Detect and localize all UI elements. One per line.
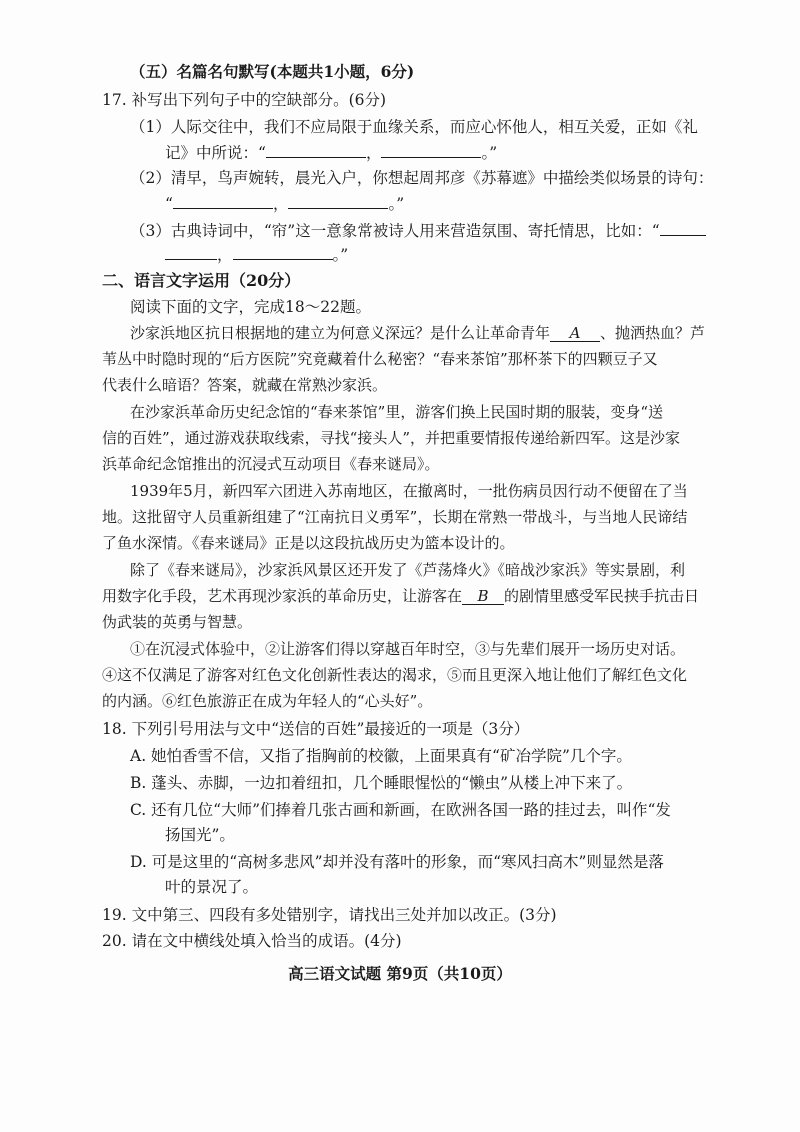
section5-heading: （五）名篇名句默写(本题共1小题，6分) — [130, 62, 415, 81]
passage-p3-line2: 地。这批留守人员重新组建了“江南抗日义勇军”，长期在常熟一带战斗，与当地人民谛结 — [102, 508, 688, 526]
passage-p5-line1: ①在沉浸式体验中，②让游客们得以穿越百年时空，③与先辈们展开一场历史对话。 — [130, 640, 686, 658]
q17-item2-prefix: “ — [165, 195, 173, 213]
passage-p4-text-pre: 用数字化手段，艺术再现沙家浜的革命历史，让游客在 — [102, 587, 463, 605]
blank-a-label: A — [569, 324, 581, 342]
passage-p2-line3: 浜革命纪念馆推出的沉浸式互动项目《春来谜局》。 — [102, 455, 440, 473]
passage-p1-line2: 苇丛中时隐时现的“后方医院”究竟藏着什么秘密？“春来茶馆”那杯茶下的四颗豆子又 — [102, 350, 658, 368]
q17-item3-blank1a[interactable] — [660, 219, 706, 236]
passage-p2-line2: 信的百姓”，通过游戏获取线索，寻找“接头人”，并把重要情报传递给新四军。这是沙家 — [102, 429, 681, 447]
passage-p4-text-post: 的剧情里感受军民挟手抗击日 — [504, 587, 700, 605]
passage-p3-line1: 1939年5月，新四军六团进入苏南地区，在撤离时，一批伤病员因行动不便留在了当 — [130, 482, 688, 500]
q20-stem: 20. 请在文中横线处填入恰当的成语。(4分) — [102, 932, 402, 950]
passage-p2-line1: 在沙家浜革命历史纪念馆的“春来茶馆”里，游客们换上民国时期的服装，变身“送 — [130, 403, 664, 421]
q17-item1-line1: （1）人际交往中，我们不应局限于血缘关系，而应心怀他人，相互关爱，正如《礼 — [130, 118, 698, 136]
q17-item3-line2 — [165, 243, 348, 265]
q18-option-b[interactable]: B. 蓬头、赤脚，一边扣着纽扣，几个睡眼惺忪的“懒虫”从楼上冲下来了。 — [130, 774, 633, 792]
q17-item2-end: 。” — [388, 195, 405, 213]
q17-item2-line2 — [165, 192, 404, 214]
q17-item3-text: （3）古典诗词中，“帘”这一意象常被诗人用来营造氛围、寄托情思，比如：“ — [130, 222, 660, 240]
passage-p5-line3: 的内涵。⑥红色旅游正在成为年轻人的“心头好”。 — [102, 692, 433, 710]
passage-p1-line3: 代表什么暗语？答案，就藏在常熟沙家浜。 — [102, 376, 388, 394]
q17-stem: 17. 补写出下列句子中的空缺部分。(6分) — [102, 91, 387, 109]
q17-item3-end: 。” — [332, 246, 349, 264]
passage-p1-text-post: 、抛洒热血？芦 — [600, 324, 706, 342]
q17-item1-blank2[interactable] — [381, 141, 481, 158]
q18-option-c-line2: 扬国光”。 — [165, 826, 235, 844]
passage-p1-line1 — [130, 323, 705, 343]
q18-stem: 18. 下列引号用法与文中“送信的百姓”最接近的一项是（3分） — [102, 720, 530, 738]
q17-item3-blank2[interactable] — [233, 243, 333, 260]
q18-option-c-line1[interactable]: C. 还有几位“大师”们捧着几张古画和新画，在欧洲各国一路的挂过去，叫作“发 — [130, 801, 671, 819]
q17-item2-line1: （2）清早，鸟声婉转，晨光入户，你想起周邦彦《苏幕遮》中描绘类似场景的诗句： — [130, 169, 714, 187]
q17-item3-line1 — [130, 219, 706, 241]
q17-item1-blank1[interactable] — [266, 141, 366, 158]
q19-stem: 19. 文中第三、四段有多处错别字，请找出三处并加以改正。(3分) — [102, 906, 557, 924]
blank-b-label: B — [477, 587, 489, 605]
passage-p4-line2 — [102, 586, 699, 606]
q17-item1-comma: ， — [365, 144, 382, 162]
q17-item3-blank1b[interactable] — [165, 243, 217, 260]
passage-p4-line3: 伪武装的英勇与智慧。 — [102, 613, 253, 631]
passage-p4-line1: 除了《春来谜局》，沙家浜风景区还开发了《芦荡烽火》《暗战沙家浜》等实景剧，利 — [130, 561, 686, 579]
blank-a[interactable] — [550, 323, 600, 342]
q17-item2-blank2[interactable] — [288, 192, 388, 209]
section2-intro: 阅读下面的文字，完成18～22题。 — [130, 298, 371, 316]
q17-item1-prefix: 记》中所说：“ — [165, 144, 266, 162]
q18-option-d-line1[interactable]: D. 可是这里的“高树多悲风”却并没有落叶的形象，而“寒风扫高木”则显然是落 — [130, 853, 664, 871]
q17-item3-comma: ， — [217, 246, 233, 264]
passage-p1-text-pre: 沙家浜地区抗日根据地的建立为何意义深远？是什么让革命青年 — [130, 324, 551, 342]
q17-item1-end: 。” — [481, 144, 498, 162]
q17-item2-blank1[interactable] — [173, 192, 273, 209]
q17-item2-comma: ， — [272, 195, 289, 213]
q18-option-d-line2: 叶的景况了。 — [165, 878, 259, 896]
blank-b[interactable] — [462, 586, 504, 605]
passage-p5-line2: ④这不仅满足了游客对红色文化创新性表达的渴求，⑤而且更深入地让他们了解红色文化 — [102, 666, 688, 684]
q17-item1-line2 — [165, 141, 497, 163]
page-footer: 高三语文试题 第9页（共10页） — [288, 964, 512, 983]
q18-option-a[interactable]: A. 她怕香雪不信，又指了指胸前的校徽，上面果真有“矿冶学院”几个字。 — [130, 747, 632, 765]
section2-heading: 二、语言文字运用（20分） — [102, 271, 301, 290]
passage-p3-line3: 了鱼水深情。《春来谜局》正是以这段抗战历史为篮本设计的。 — [102, 534, 515, 552]
